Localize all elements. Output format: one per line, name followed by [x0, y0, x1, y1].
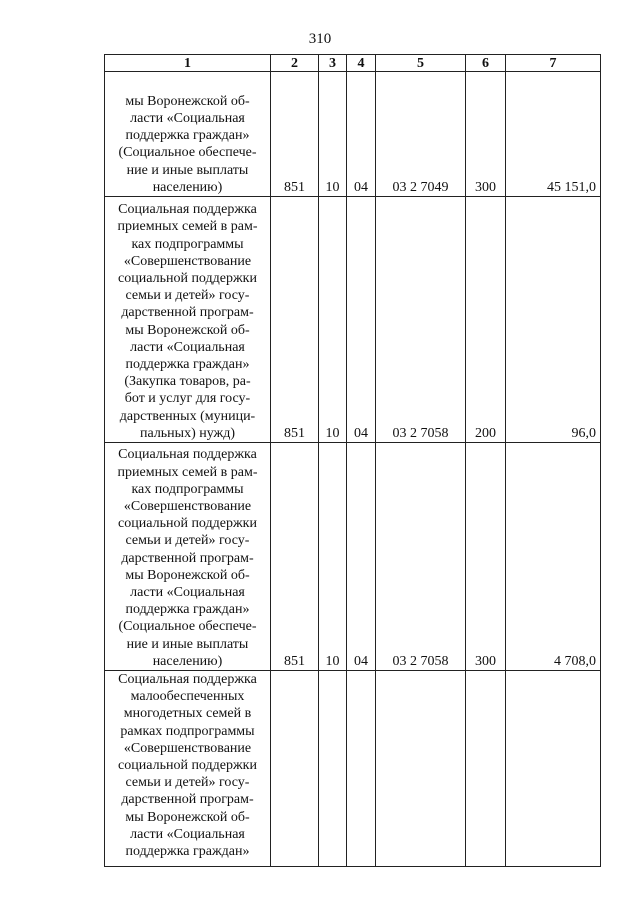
column-header-1: 1 [105, 55, 271, 72]
ministry-code: 851 [271, 443, 319, 671]
description-line: дарственных (муници- [119, 408, 256, 424]
description-line: ние и иные выплаты [126, 636, 249, 652]
description-line: ках подпрограммы [131, 481, 244, 497]
target-article-code: 03 2 7049 [376, 72, 466, 197]
description-line: «Совершенствование [123, 498, 252, 514]
page-number: 310 [308, 31, 332, 47]
row-description [105, 197, 271, 443]
description-line: дарственной програм- [121, 550, 254, 566]
table-row [105, 197, 601, 443]
row-description [105, 671, 271, 867]
description-line: ласти «Социальная [130, 339, 245, 355]
target-article-code: 03 2 7058 [376, 443, 466, 671]
expense-type-code: 200 [466, 197, 506, 443]
table-row [105, 72, 601, 197]
description-line: бот и услуг для госу- [124, 391, 251, 407]
amount [506, 671, 601, 867]
description-line: поддержка граждан» [125, 844, 250, 860]
description-line: социальной поддержки [118, 270, 257, 286]
expense-type-code: 300 [466, 72, 506, 197]
description-line: ласти «Социальная [130, 110, 245, 126]
description-line: семьи и детей» госу- [125, 533, 250, 549]
amount: 96,0 [506, 197, 601, 443]
column-header-2: 2 [271, 55, 319, 72]
column-header-7: 7 [506, 55, 601, 72]
description-line: мы Воронежской об- [125, 93, 250, 109]
description-line: мы Воронежской об- [125, 567, 250, 583]
description-line: Социальная поддержка [118, 447, 257, 463]
table-header-row [105, 55, 601, 72]
description-line: рамках подпрограммы [120, 723, 255, 739]
description-line: семьи и детей» госу- [125, 288, 250, 304]
description-line: (Закупка товаров, ра- [124, 374, 251, 390]
description-line: Социальная поддержка [118, 672, 257, 687]
ministry-code: 851 [271, 197, 319, 443]
description-line: населению) [152, 179, 223, 195]
subsection-code: 04 [347, 197, 376, 443]
description-line: населению) [152, 653, 223, 669]
description-line: ках подпрограммы [131, 236, 244, 252]
description-line: приемных семей в рам- [117, 219, 258, 235]
description-line: дарственной програм- [121, 305, 254, 321]
description-line: Социальная поддержка [118, 202, 257, 218]
description-line: мы Воронежской об- [125, 322, 250, 338]
ministry-code [271, 671, 319, 867]
description-line: поддержка граждан» [125, 356, 250, 372]
target-article-code: 03 2 7058 [376, 197, 466, 443]
description-line: «Совершенствование [123, 740, 252, 756]
description-line: приемных семей в рам- [117, 464, 258, 480]
row-description [105, 443, 271, 671]
description-line: (Социальное обеспече- [118, 619, 257, 635]
subsection-code: 04 [347, 72, 376, 197]
table-row [105, 671, 601, 867]
column-header-5: 5 [376, 55, 466, 72]
description-line: поддержка граждан» [125, 602, 250, 618]
column-header-6: 6 [466, 55, 506, 72]
description-line: ласти «Социальная [130, 826, 245, 842]
amount: 45 151,0 [506, 72, 601, 197]
description-line: ласти «Социальная [130, 584, 245, 600]
description-line: мы Воронежской об- [125, 809, 250, 825]
description-line: ние и иные выплаты [126, 162, 249, 178]
table-row [105, 443, 601, 671]
section-code: 10 [319, 443, 347, 671]
description-line: социальной поддержки [118, 758, 257, 774]
description-line: малообеспеченных [130, 689, 245, 705]
section-code: 10 [319, 72, 347, 197]
subsection-code [347, 671, 376, 867]
budget-table [104, 54, 601, 867]
description-line: поддержка граждан» [125, 128, 250, 144]
column-header-3: 3 [319, 55, 347, 72]
description-line: социальной поддержки [118, 516, 257, 532]
column-header-4: 4 [347, 55, 376, 72]
description-line: пальных) нужд) [139, 425, 236, 441]
description-line: семьи и детей» госу- [125, 775, 250, 791]
ministry-code: 851 [271, 72, 319, 197]
expense-type-code [466, 671, 506, 867]
description-line: (Социальное обеспече- [118, 145, 257, 161]
description-line: дарственной програм- [121, 792, 254, 808]
row-description [105, 72, 271, 197]
description-line: многодетных семей в [123, 706, 252, 722]
section-code: 10 [319, 197, 347, 443]
expense-type-code: 300 [466, 443, 506, 671]
amount: 4 708,0 [506, 443, 601, 671]
section-code [319, 671, 347, 867]
subsection-code: 04 [347, 443, 376, 671]
target-article-code [376, 671, 466, 867]
description-line: «Совершенствование [123, 253, 252, 269]
